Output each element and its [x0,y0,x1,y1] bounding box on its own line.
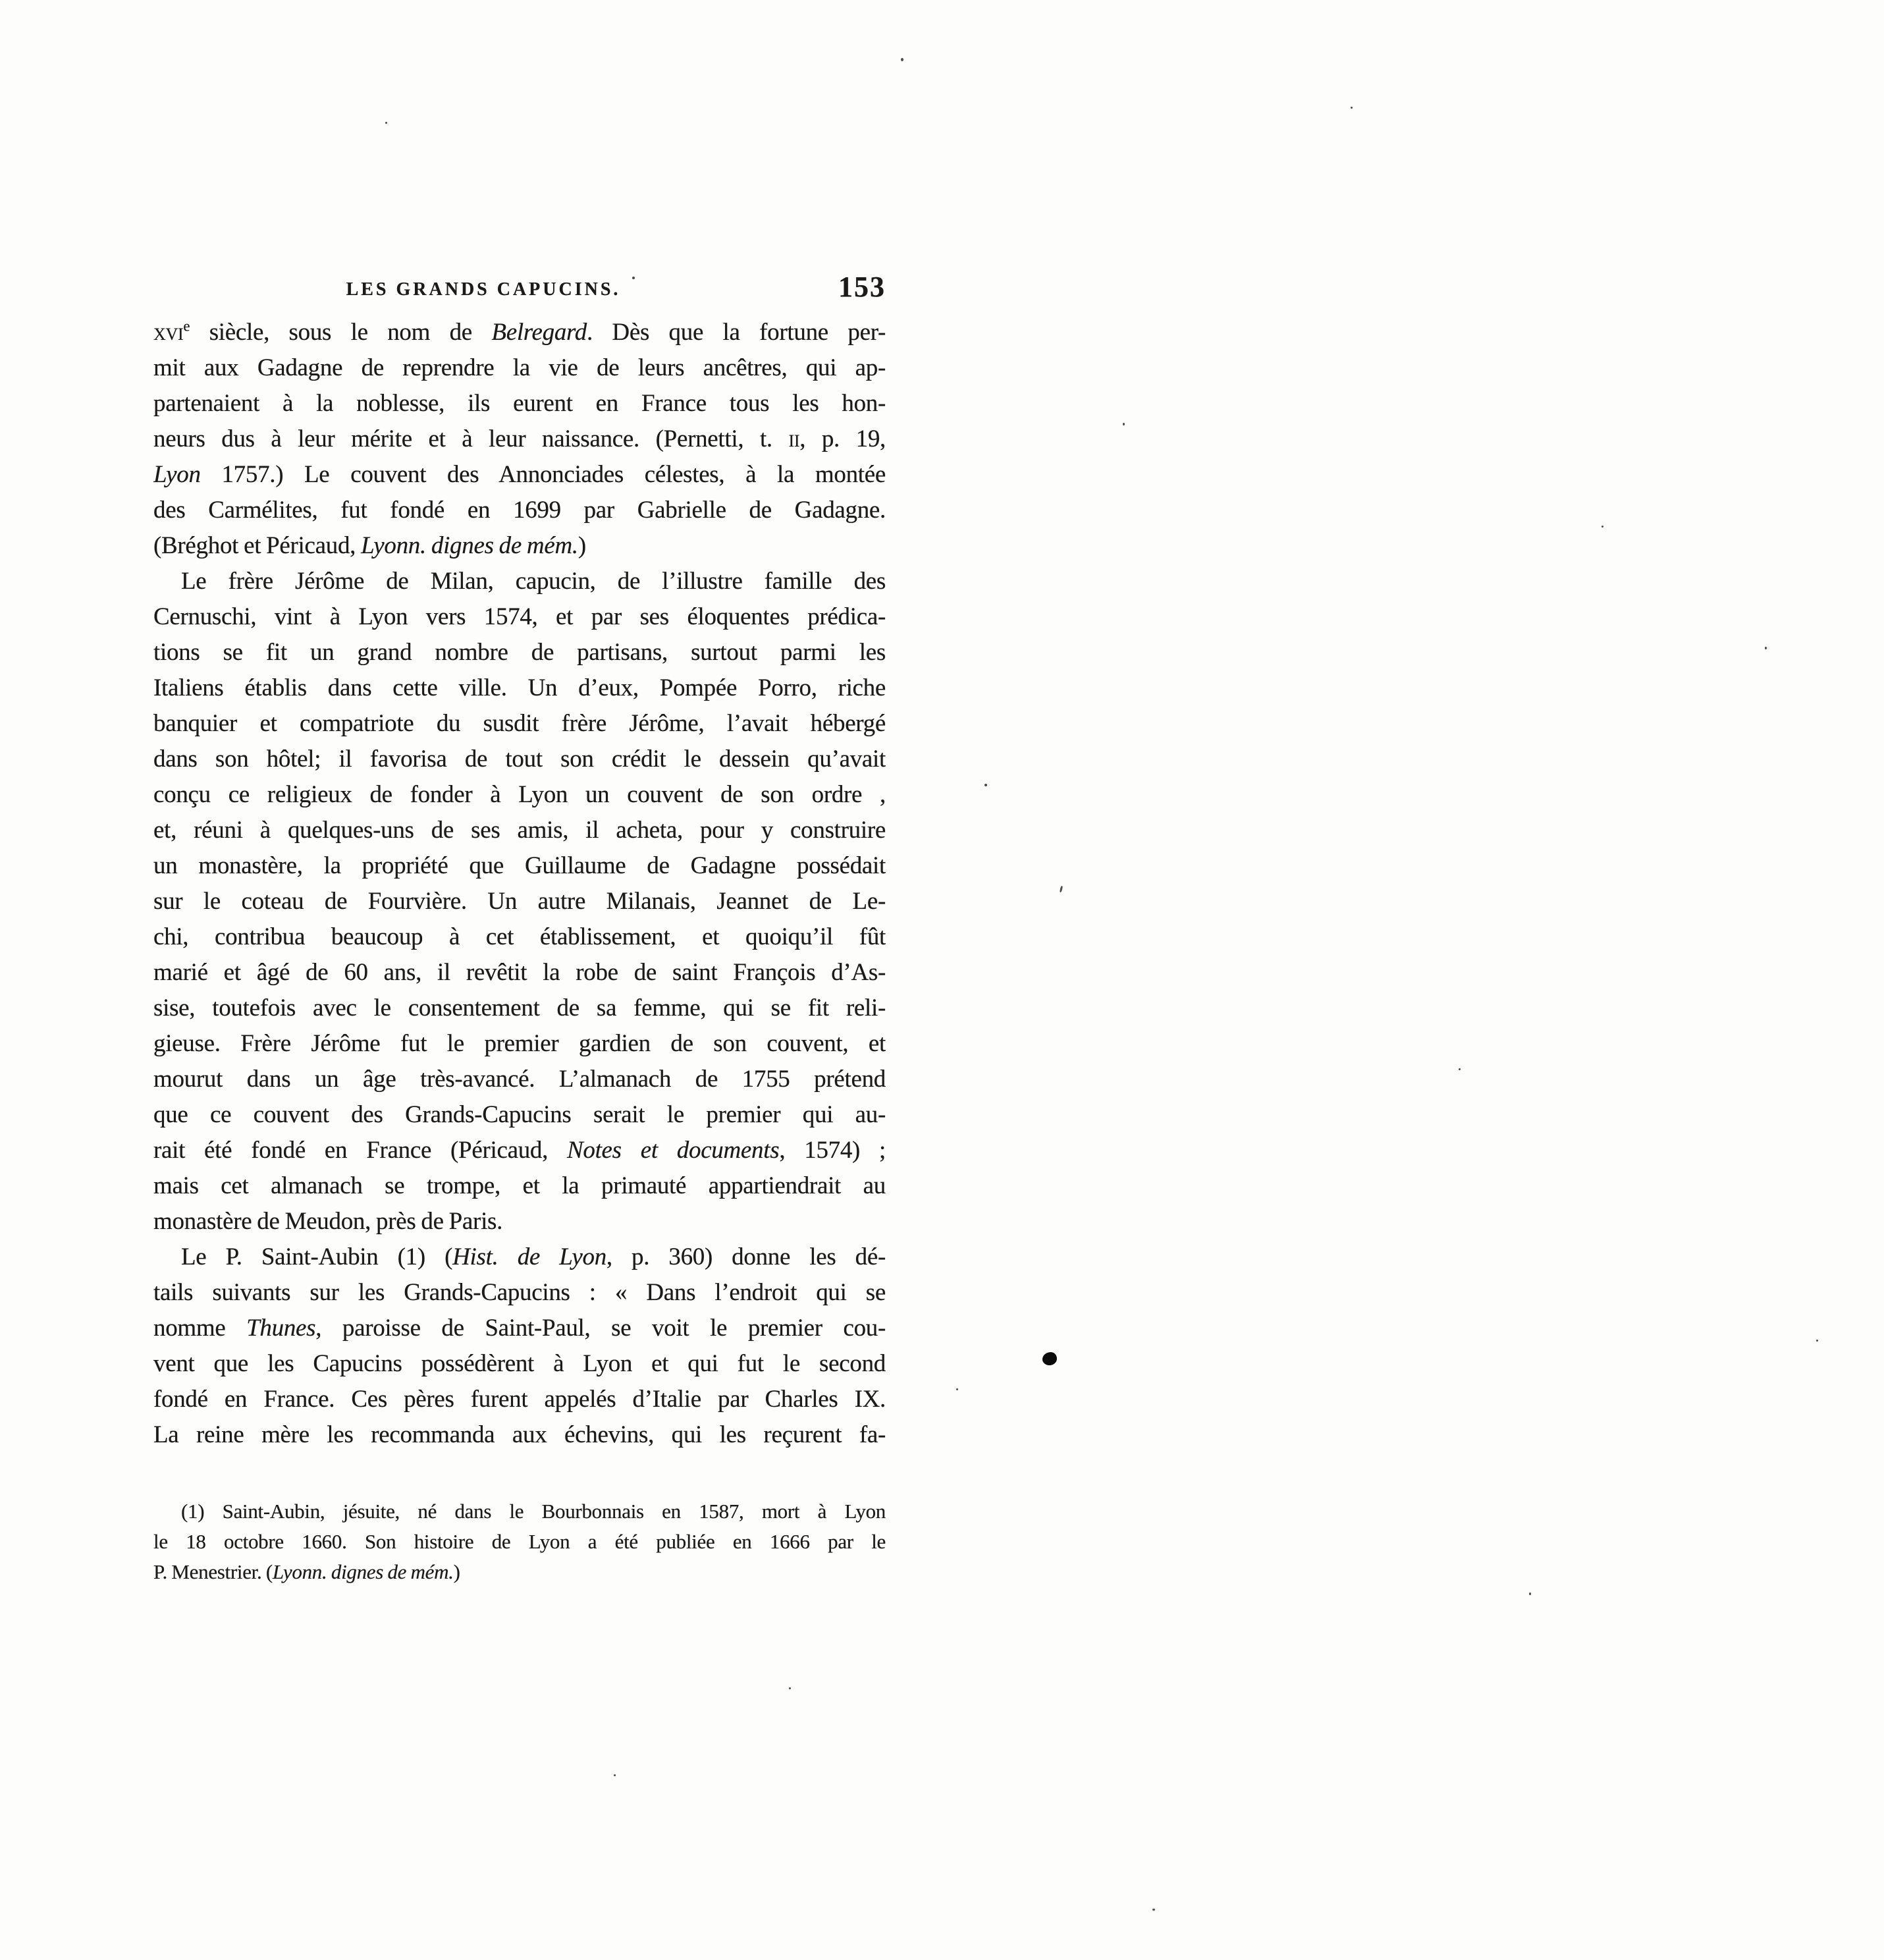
text-segment: neurs dus à leur mérite et à leur naissance. (Pernetti, t. [153,425,789,452]
text-segment: ii [788,425,800,452]
text-segment: dans son hôtel; il favorisa de tout son crédit le dessein qu’avait [153,746,886,773]
text-segment: mais cet almanach se trompe, et la primauté appartiendrait au [153,1172,886,1199]
body-text-line [153,1133,886,1168]
text-segment: Italiens établis dans cette ville. Un d’eux, Pompée Porro, riche [153,674,886,701]
text-segment: (Bréghot et Péricaud, [153,532,362,559]
text-segment: , p. 19, [799,425,886,452]
text-segment: xvi [153,319,184,346]
page-header [153,273,886,315]
body-text-line [153,670,886,706]
text-segment: ) [578,532,586,559]
ink-blot [1042,1352,1057,1365]
text-segment: siècle, sous le nom de [190,319,492,346]
text-segment: conçu ce religieux de fonder à Lyon un couvent de son ordre , [153,781,886,808]
noise-speck [1123,423,1125,425]
text-segment: Le P. Saint-Aubin (1) ( [181,1243,453,1270]
body-text-line [153,599,886,635]
text-segment: tails suivants sur les Grands-Capucins : « Dans l’endroit qui se [153,1279,886,1306]
body-text-line [153,884,886,919]
body-text-line [153,777,886,813]
body-text-line [153,1382,886,1417]
noise-speck [956,1388,958,1390]
text-segment: Notes et documents [567,1137,780,1164]
text-segment: La reine mère les recommanda aux échevins, qui les reçurent fa- [153,1421,886,1448]
body-text-line [153,848,886,884]
text-segment: , paroisse de Saint-Paul, se voit le premier cou- [315,1315,886,1342]
noise-speck [1601,526,1603,528]
footnote [153,1496,886,1587]
page-number: 153 [838,271,886,303]
body-text-line [153,955,886,991]
text-segment: Belregard [491,319,587,346]
text-segment: Hist. de Lyon [452,1243,606,1270]
text-segment: nomme [153,1315,247,1342]
body-text-line [153,635,886,670]
body-text-line [153,1417,886,1453]
body-text-line [153,1062,886,1097]
body-text-line [153,742,886,777]
body-text-line [153,1026,886,1062]
noise-speck [1459,1068,1461,1070]
text-segment: et, réuni à quelques-uns de ses amis, il acheta, pour y construire [153,817,886,844]
body-text-line [153,1168,886,1204]
body-text-line [153,422,886,457]
text-segment: Le frère Jérôme de Milan, capucin, de l’illustre famille des [181,568,886,595]
text-segment: rait été fondé en France (Péricaud, [153,1137,567,1164]
body-text-line [153,919,886,955]
text-segment: , 1574) ; [779,1137,886,1164]
text-segment: monastère de Meudon, près de Paris. [153,1208,503,1235]
body-text-line [153,528,886,564]
text-segment: vent que les Capucins possédèrent à Lyon et qui fut le second [153,1350,886,1377]
noise-speck [614,1774,616,1776]
text-segment: des Carmélites, fut fondé en 1699 par Gabrielle de Gadagne. [153,497,886,524]
text-segment: gieuse. Frère Jérôme fut le premier gardien de son couvent, et [153,1030,886,1057]
footnote-line [153,1496,886,1527]
body-text-line [153,813,886,848]
text-segment: Thunes [246,1315,316,1342]
noise-speck [1765,647,1767,649]
text-segment: Cernuschi, vint à Lyon vers 1574, et par ses éloquentes prédica- [153,603,886,630]
body-text-line [153,1204,886,1239]
body-text-line [153,1311,886,1346]
noise-speck [1060,886,1063,892]
body-text-line [153,386,886,422]
noise-speck [385,122,387,124]
text-segment: mit aux Gadagne de reprendre la vie de leurs ancêtres, qui ap- [153,354,886,381]
body-text-line [153,564,886,599]
noise-speck [1351,107,1353,109]
text-segment: mourut dans un âge très-avancé. L’almanach de 1755 prétend [153,1066,886,1093]
footnote-line [153,1557,886,1587]
body-text-line [153,1346,886,1382]
text-segment: un monastère, la propriété que Guillaume de Gadagne possédait [153,852,886,879]
text-segment: banquier et compatriote du susdit frère Jérôme, l’avait hébergé [153,710,886,737]
text-segment: (1) Saint-Aubin, jésuite, né dans le Bourbonnais en 1587, mort à Lyon [181,1500,886,1523]
text-segment: Lyonn. dignes de mém. [272,1560,454,1583]
text-segment: le 18 octobre 1660. Son histoire de Lyon a été publiée en 1666 par le [153,1530,886,1553]
text-column [153,273,886,1587]
noise-speck [901,58,903,61]
text-segment: sur le coteau de Fourvière. Un autre Milanais, Jeannet de Le- [153,888,886,915]
body-text-line [153,991,886,1026]
text-segment: 1757.) Le couvent des Annonciades célestes, à la montée [200,461,886,488]
text-segment: . Dès que la fortune per- [586,319,886,346]
text-segment: ) [453,1560,460,1583]
body-text-line [153,1239,886,1275]
text-segment: e [183,317,190,335]
noise-speck [789,1687,791,1689]
body-text [153,315,886,1453]
text-segment: tions se fit un grand nombre de partisans, surtout parmi les [153,639,886,666]
running-title: LES GRANDS CAPUCINS. [346,279,621,300]
noise-speck [984,784,987,786]
text-segment: P. Menestrier. ( [153,1560,273,1583]
body-text-line [153,1275,886,1311]
noise-speck [1152,1909,1155,1911]
text-segment: Lyonn. dignes de mém. [361,532,578,559]
text-segment: , p. 360) donne les dé- [606,1243,886,1270]
text-segment: Lyon [153,461,201,488]
text-segment: sise, toutefois avec le consentement de sa femme, qui se fit reli- [153,994,886,1021]
text-segment: fondé en France. Ces pères furent appelés d’Italie par Charles IX. [153,1386,886,1413]
text-segment: partenaient à la noblesse, ils eurent en France tous les hon- [153,390,886,417]
body-text-line [153,706,886,742]
noise-speck [1529,1592,1531,1595]
body-text-line [153,457,886,493]
footnote-line [153,1527,886,1557]
noise-speck [632,277,635,279]
body-text-line [153,315,886,350]
noise-speck [1816,1340,1818,1342]
text-segment: chi, contribua beaucoup à cet établissement, et quoiqu’il fût [153,923,886,950]
text-segment: marié et âgé de 60 ans, il revêtit la robe de saint François d’As- [153,959,886,986]
body-text-line [153,493,886,528]
body-text-line [153,350,886,386]
text-segment: que ce couvent des Grands-Capucins serait le premier qui au- [153,1101,886,1128]
body-text-line [153,1097,886,1133]
